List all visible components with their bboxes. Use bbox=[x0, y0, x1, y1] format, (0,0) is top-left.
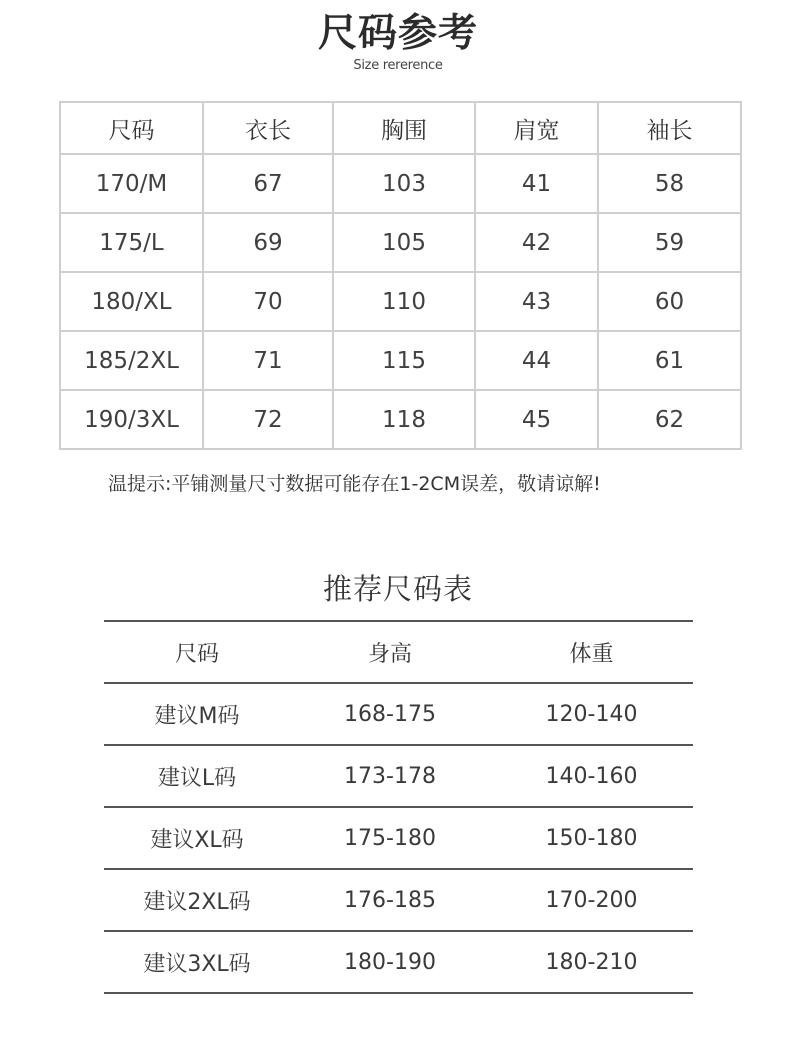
cell-chest: 105 bbox=[333, 213, 475, 272]
cell-height: 180-190 bbox=[290, 931, 490, 993]
cell-size: 建议L码 bbox=[104, 745, 290, 807]
cell-sleeve: 61 bbox=[598, 331, 741, 390]
cell-shoulder: 44 bbox=[475, 331, 598, 390]
cell-weight: 150-180 bbox=[490, 807, 693, 869]
cell-chest: 103 bbox=[333, 154, 475, 213]
cell-weight: 180-210 bbox=[490, 931, 693, 993]
column-header-weight: 体重 bbox=[490, 621, 693, 683]
table-row bbox=[60, 213, 741, 272]
cell-height: 176-185 bbox=[290, 869, 490, 931]
cell-size: 建议M码 bbox=[104, 683, 290, 745]
recommend-size-table bbox=[104, 620, 693, 994]
cell-chest: 118 bbox=[333, 390, 475, 449]
table-row bbox=[60, 390, 741, 449]
cell-shoulder: 42 bbox=[475, 213, 598, 272]
cell-size: 185/2XL bbox=[60, 331, 203, 390]
table-row bbox=[60, 331, 741, 390]
table-header-row bbox=[60, 102, 741, 154]
column-header-shoulder: 肩宽 bbox=[475, 102, 598, 154]
column-header-chest: 胸围 bbox=[333, 102, 475, 154]
cell-height: 173-178 bbox=[290, 745, 490, 807]
table-row bbox=[60, 154, 741, 213]
cell-weight: 120-140 bbox=[490, 683, 693, 745]
table-row bbox=[104, 931, 693, 993]
table-row bbox=[60, 272, 741, 331]
cell-shoulder: 41 bbox=[475, 154, 598, 213]
measurement-note: 温提示:平铺测量尺寸数据可能存在1-2CM误差，敬请谅解! bbox=[108, 473, 601, 495]
cell-chest: 115 bbox=[333, 331, 475, 390]
size-reference-table bbox=[59, 101, 742, 450]
cell-weight: 170-200 bbox=[490, 869, 693, 931]
cell-size: 建议2XL码 bbox=[104, 869, 290, 931]
cell-size: 建议XL码 bbox=[104, 807, 290, 869]
cell-length: 71 bbox=[203, 331, 333, 390]
cell-shoulder: 45 bbox=[475, 390, 598, 449]
column-header-size: 尺码 bbox=[104, 621, 290, 683]
cell-size: 建议3XL码 bbox=[104, 931, 290, 993]
cell-weight: 140-160 bbox=[490, 745, 693, 807]
cell-size: 175/L bbox=[60, 213, 203, 272]
column-header-sleeve: 袖长 bbox=[598, 102, 741, 154]
cell-sleeve: 62 bbox=[598, 390, 741, 449]
cell-length: 69 bbox=[203, 213, 333, 272]
cell-length: 72 bbox=[203, 390, 333, 449]
cell-shoulder: 43 bbox=[475, 272, 598, 331]
cell-chest: 110 bbox=[333, 272, 475, 331]
column-header-size: 尺码 bbox=[60, 102, 203, 154]
cell-size: 170/M bbox=[60, 154, 203, 213]
table-row bbox=[104, 745, 693, 807]
column-header-height: 身高 bbox=[290, 621, 490, 683]
page-title: 尺码参考 bbox=[317, 11, 478, 56]
cell-size: 180/XL bbox=[60, 272, 203, 331]
cell-height: 175-180 bbox=[290, 807, 490, 869]
recommend-title: 推荐尺码表 bbox=[322, 572, 473, 606]
table-header-row bbox=[104, 621, 693, 683]
cell-length: 67 bbox=[203, 154, 333, 213]
table-row bbox=[104, 869, 693, 931]
cell-sleeve: 58 bbox=[598, 154, 741, 213]
cell-size: 190/3XL bbox=[60, 390, 203, 449]
cell-sleeve: 59 bbox=[598, 213, 741, 272]
column-header-length: 衣长 bbox=[203, 102, 333, 154]
table-row bbox=[104, 683, 693, 745]
cell-length: 70 bbox=[203, 272, 333, 331]
page-subtitle: Size rererence bbox=[353, 58, 443, 73]
cell-height: 168-175 bbox=[290, 683, 490, 745]
cell-sleeve: 60 bbox=[598, 272, 741, 331]
table-row bbox=[104, 807, 693, 869]
